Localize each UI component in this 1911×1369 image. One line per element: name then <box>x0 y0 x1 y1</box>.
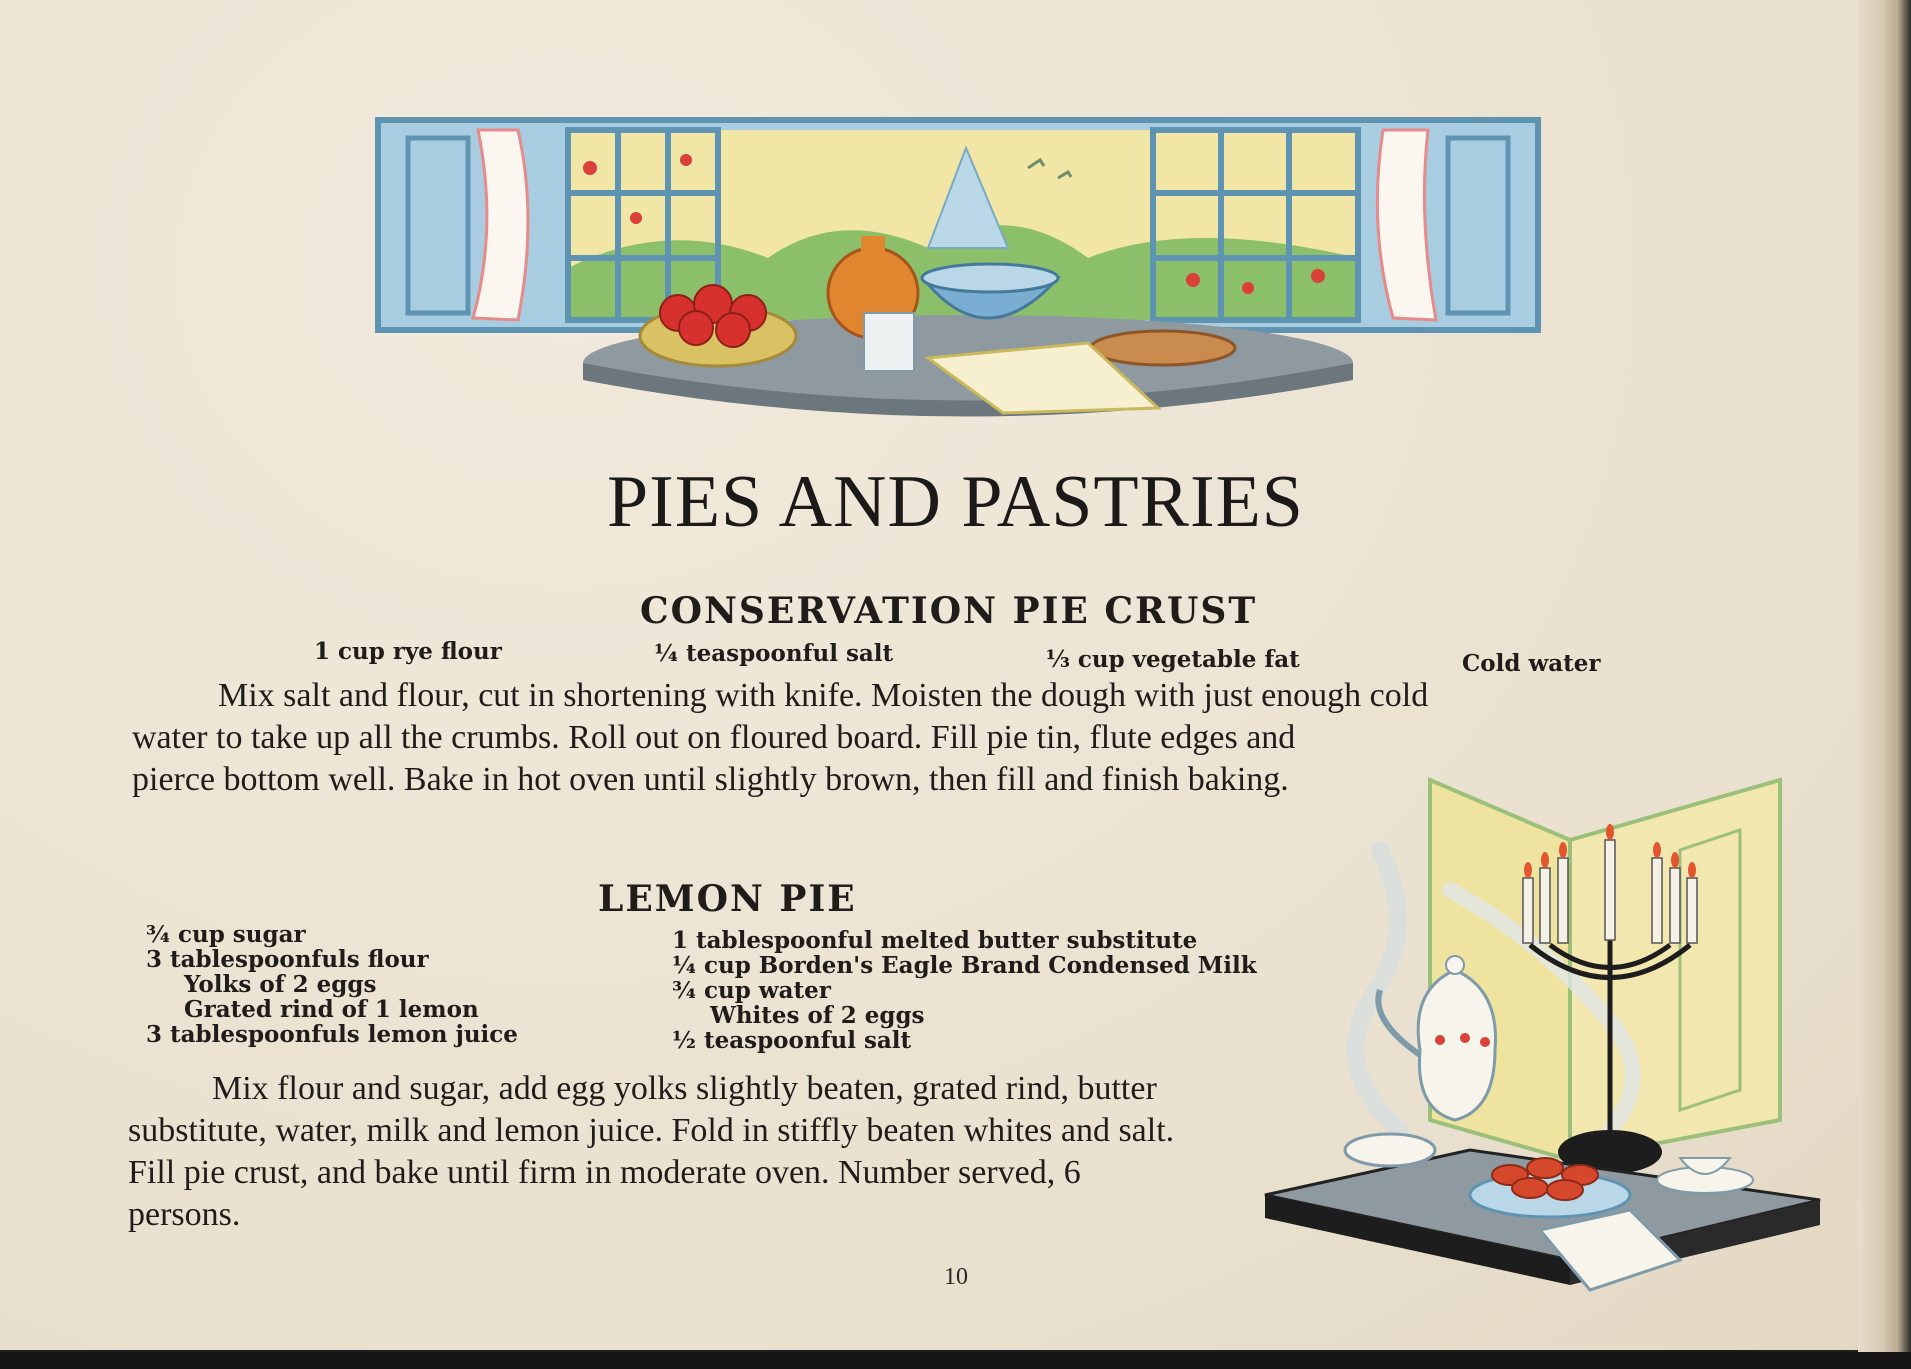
ingredient-lemon-juice: 3 tablespoonfuls lemon juice <box>146 1021 518 1048</box>
lemon-pie-ingredients-left <box>146 922 518 1047</box>
ingredient-lemon-rind: Grated rind of 1 lemon <box>184 996 479 1023</box>
kitchen-window-illustration <box>368 108 1554 436</box>
ingredient-condensed-milk: ¼ cup Borden's Eagle Brand Condensed Milk <box>672 952 1257 979</box>
ingredient-salt-lemon: ½ teaspoonful salt <box>672 1027 912 1054</box>
bottom-shadow <box>0 1352 1911 1369</box>
page-title: PIES AND PASTRIES <box>607 461 1304 543</box>
lemon-pie-ingredients-right <box>672 928 1257 1053</box>
pie-crust-directions-rest: water to take up all the crumbs. Roll out on floured board. Fill pie tin, flute edges and pierce bottom well. Bake in hot oven until slightly brown, then fill and finish baking. <box>132 719 1296 798</box>
ingredient-salt: ¼ teaspoonful salt <box>654 640 894 667</box>
ingredient-vegetable-fat: ⅓ cup vegetable fat <box>1046 646 1300 673</box>
ingredient-rye-flour: 1 cup rye flour <box>314 638 502 665</box>
ingredient-butter-substitute: 1 tablespoonful melted butter substitute <box>672 927 1198 954</box>
recipe-title-pie-crust: CONSERVATION PIE CRUST <box>640 590 1258 632</box>
page-edge <box>1858 0 1911 1369</box>
ingredient-cold-water: Cold water <box>1462 650 1601 677</box>
ingredient-flour: 3 tablespoonfuls flour <box>146 946 429 973</box>
ingredient-yolks: Yolks of 2 eggs <box>184 971 377 998</box>
ingredient-water: ¾ cup water <box>672 977 831 1004</box>
ingredient-sugar: ¾ cup sugar <box>146 921 306 948</box>
pie-crust-directions-first-line: Mix salt and flour, cut in shortening with knife. Moisten the dough with just enough cold <box>218 677 1429 714</box>
page-number: 10 <box>944 1264 968 1290</box>
ingredient-egg-whites: Whites of 2 eggs <box>710 1002 925 1029</box>
lemon-pie-directions: Mix flour and sugar, add egg yolks slightly beaten, grated rind, butter substitute, water, milk and lemon juice. Fold in stiffly beaten whites and salt. Fill pie crust, and bake until firm in moderate oven. Number served, 6 persons. <box>128 1070 1175 1233</box>
recipe-title-lemon-pie: LEMON PIE <box>598 878 857 920</box>
tea-table-illustration <box>1240 770 1840 1330</box>
